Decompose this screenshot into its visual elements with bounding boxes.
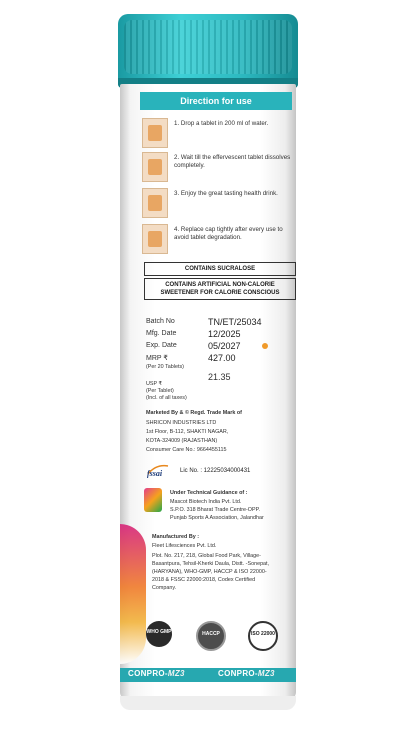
cap-ridges <box>124 20 292 74</box>
brand-left-b: MZ3 <box>167 669 185 678</box>
tube-bottom <box>120 696 296 710</box>
product-tube <box>120 84 296 700</box>
step-2 <box>142 152 292 182</box>
marketed-company: SHRICON INDUSTRIES LTD <box>146 420 217 426</box>
batch-label: Batch No <box>146 318 175 325</box>
guidance-logo-icon <box>144 488 162 512</box>
glass-icon <box>142 152 168 182</box>
haccp-badge <box>196 621 226 651</box>
marketed-addr-2: KOTA-324009 (RAJASTHAN) <box>146 438 218 444</box>
step-1 <box>142 118 292 148</box>
manufactured-line-3: (HARYANA), WHO-GMP, HACCP & ISO 22000- <box>152 569 267 575</box>
decorative-swirl <box>120 524 146 664</box>
consumer-care: Consumer Care No.: 9664455115 <box>146 447 227 453</box>
drink-icon <box>142 188 168 218</box>
marketed-addr-1: 1st Floor, B-112, SHAKTI NAGAR, <box>146 429 229 435</box>
brand-band <box>120 668 296 682</box>
guidance-line-1: Mascot Biotech India Pvt. Ltd. <box>170 499 242 505</box>
mfg-label: Mfg. Date <box>146 330 177 337</box>
step-3 <box>142 188 292 218</box>
tablet-drop-icon <box>142 118 168 148</box>
iso-text: ISO 22000 <box>251 631 275 637</box>
status-dot <box>262 343 268 349</box>
usp-note-1: (Per Tablet) <box>146 388 174 394</box>
marketed-heading: Marketed By & © Regd. Trade Mark of <box>146 410 242 416</box>
manufactured-company: Fleet Lifesciences Pvt. Ltd. <box>152 543 217 549</box>
manufactured-line-2: Basantpura, Tehsil-Kherki Daula, Distt. -Sonepat, <box>152 561 270 567</box>
cap-icon <box>142 224 168 254</box>
sweetener-warning: CONTAINS ARTIFICIAL NON-CALORIE SWEETENER FOR CALORIE CONSCIOUS <box>144 278 296 300</box>
manufactured-line-5: Company. <box>152 585 177 591</box>
fssai-logo-text: fssai <box>147 469 163 478</box>
tube-cap <box>118 14 298 88</box>
direction-title: Direction for use <box>140 92 292 110</box>
step-3-text: 3. Enjoy the great tasting health drink. <box>174 190 278 197</box>
usp-value: 21.35 <box>208 372 231 382</box>
fssai-license: Lic No. : 12225034000431 <box>180 468 251 474</box>
guidance-line-2: S.P.O. 318 Bharat Trade Centre-OPP. <box>170 507 260 513</box>
step-4-text: 4. Replace cap tightly after every use to avoid tablet degradation. <box>174 226 283 241</box>
step-1-text: 1. Drop a tablet in 200 ml of water. <box>174 120 269 127</box>
mrp-value: 427.00 <box>208 353 236 363</box>
who-gmp-text: WHO GMP <box>146 629 172 635</box>
brand-right-b: MZ3 <box>257 669 275 678</box>
sucralose-warning: CONTAINS SUCRALOSE <box>144 262 296 276</box>
manufactured-line-4: 2018 & FSSC 22000:2018, Codex Certified <box>152 577 256 583</box>
batch-value: TN/ET/25034 <box>208 317 262 327</box>
fssai-block <box>146 462 251 478</box>
guidance-heading: Under Technical Guidance of : <box>170 490 248 496</box>
exp-value: 05/2027 <box>208 341 241 351</box>
manufactured-heading: Manufactured By : <box>152 534 200 540</box>
manufactured-line-1: Plot. No. 217, 218, Global Food Park, Village- <box>152 553 261 559</box>
who-gmp-badge <box>146 621 172 647</box>
brand-left <box>128 669 185 678</box>
exp-label: Exp. Date <box>146 342 177 349</box>
haccp-text: HACCP <box>202 631 220 637</box>
mrp-label: MRP ₹ <box>146 355 168 362</box>
mrp-note: (Per 20 Tablets) <box>146 364 184 370</box>
usp-note-2: (Incl. of all taxes) <box>146 395 187 401</box>
step-2-text: 2. Wait till the effervescent tablet dissolves completely. <box>174 154 291 169</box>
brand-right-a: CONPRO- <box>218 669 258 678</box>
brand-left-a: CONPRO- <box>128 669 168 678</box>
brand-right <box>218 669 275 678</box>
step-4 <box>142 224 292 254</box>
iso-badge <box>248 621 278 651</box>
mfg-value: 12/2025 <box>208 329 241 339</box>
guidance-line-3: Punjab Sports A Association, Jalandhar <box>170 515 264 521</box>
fssai-logo-icon <box>146 462 170 478</box>
usp-label: USP ₹ <box>146 381 162 387</box>
